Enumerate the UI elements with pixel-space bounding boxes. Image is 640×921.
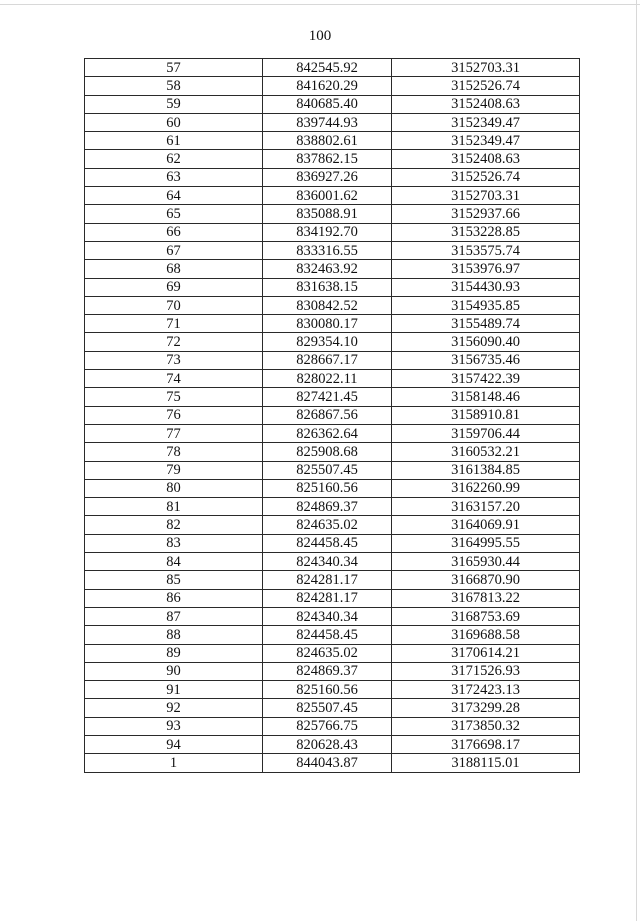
x-coordinate-cell: 824281.17 xyxy=(263,589,392,607)
table-row xyxy=(85,443,580,461)
y-coordinate-cell: 3162260.99 xyxy=(392,479,580,497)
y-coordinate-cell: 3170614.21 xyxy=(392,644,580,662)
table-row xyxy=(85,589,580,607)
table-row xyxy=(85,168,580,186)
y-coordinate-cell: 3153575.74 xyxy=(392,241,580,259)
y-coordinate-cell: 3152349.47 xyxy=(392,113,580,131)
y-coordinate-cell: 3165930.44 xyxy=(392,553,580,571)
point-number-cell: 87 xyxy=(85,607,263,625)
point-number-cell: 88 xyxy=(85,626,263,644)
y-coordinate-cell: 3152408.63 xyxy=(392,150,580,168)
point-number-cell: 84 xyxy=(85,553,263,571)
table-row xyxy=(85,607,580,625)
y-coordinate-cell: 3152703.31 xyxy=(392,187,580,205)
point-number-cell: 80 xyxy=(85,479,263,497)
y-coordinate-cell: 3153976.97 xyxy=(392,260,580,278)
y-coordinate-cell: 3160532.21 xyxy=(392,443,580,461)
table-row xyxy=(85,223,580,241)
point-number-cell: 66 xyxy=(85,223,263,241)
x-coordinate-cell: 825507.45 xyxy=(263,461,392,479)
x-coordinate-cell: 829354.10 xyxy=(263,333,392,351)
point-number-cell: 59 xyxy=(85,95,263,113)
point-number-cell: 94 xyxy=(85,735,263,753)
y-coordinate-cell: 3155489.74 xyxy=(392,315,580,333)
y-coordinate-cell: 3156090.40 xyxy=(392,333,580,351)
table-row xyxy=(85,699,580,717)
y-coordinate-cell: 3154430.93 xyxy=(392,278,580,296)
table-row xyxy=(85,315,580,333)
table-row xyxy=(85,626,580,644)
point-number-cell: 68 xyxy=(85,260,263,278)
y-coordinate-cell: 3188115.01 xyxy=(392,754,580,772)
table-row xyxy=(85,370,580,388)
y-coordinate-cell: 3152526.74 xyxy=(392,168,580,186)
point-number-cell: 73 xyxy=(85,351,263,369)
table-row xyxy=(85,241,580,259)
x-coordinate-cell: 824635.02 xyxy=(263,644,392,662)
table-row xyxy=(85,150,580,168)
y-coordinate-cell: 3152408.63 xyxy=(392,95,580,113)
point-number-cell: 62 xyxy=(85,150,263,168)
y-coordinate-cell: 3176698.17 xyxy=(392,735,580,753)
table-row xyxy=(85,388,580,406)
point-number-cell: 75 xyxy=(85,388,263,406)
point-number-cell: 63 xyxy=(85,168,263,186)
y-coordinate-cell: 3157422.39 xyxy=(392,370,580,388)
x-coordinate-cell: 827421.45 xyxy=(263,388,392,406)
x-coordinate-cell: 830842.52 xyxy=(263,296,392,314)
y-coordinate-cell: 3154935.85 xyxy=(392,296,580,314)
point-number-cell: 57 xyxy=(85,59,263,77)
x-coordinate-cell: 826867.56 xyxy=(263,406,392,424)
x-coordinate-cell: 824458.45 xyxy=(263,626,392,644)
y-coordinate-cell: 3152349.47 xyxy=(392,132,580,150)
y-coordinate-cell: 3153228.85 xyxy=(392,223,580,241)
point-number-cell: 70 xyxy=(85,296,263,314)
table-row xyxy=(85,516,580,534)
table-row xyxy=(85,498,580,516)
point-number-cell: 71 xyxy=(85,315,263,333)
point-number-cell: 67 xyxy=(85,241,263,259)
x-coordinate-cell: 825908.68 xyxy=(263,443,392,461)
point-number-cell: 1 xyxy=(85,754,263,772)
x-coordinate-cell: 824340.34 xyxy=(263,553,392,571)
scan-edge-top xyxy=(0,4,640,5)
point-number-cell: 83 xyxy=(85,534,263,552)
y-coordinate-cell: 3172423.13 xyxy=(392,681,580,699)
point-number-cell: 58 xyxy=(85,77,263,95)
point-number-cell: 65 xyxy=(85,205,263,223)
y-coordinate-cell: 3169688.58 xyxy=(392,626,580,644)
y-coordinate-cell: 3168753.69 xyxy=(392,607,580,625)
x-coordinate-cell: 820628.43 xyxy=(263,735,392,753)
y-coordinate-cell: 3156735.46 xyxy=(392,351,580,369)
x-coordinate-cell: 824635.02 xyxy=(263,516,392,534)
y-coordinate-cell: 3164069.91 xyxy=(392,516,580,534)
x-coordinate-cell: 824458.45 xyxy=(263,534,392,552)
table-row xyxy=(85,59,580,77)
y-coordinate-cell: 3158910.81 xyxy=(392,406,580,424)
table-row xyxy=(85,534,580,552)
table-row xyxy=(85,95,580,113)
x-coordinate-cell: 824340.34 xyxy=(263,607,392,625)
table-row xyxy=(85,296,580,314)
x-coordinate-cell: 830080.17 xyxy=(263,315,392,333)
x-coordinate-cell: 834192.70 xyxy=(263,223,392,241)
y-coordinate-cell: 3152526.74 xyxy=(392,77,580,95)
x-coordinate-cell: 825507.45 xyxy=(263,699,392,717)
table-row xyxy=(85,644,580,662)
table-row xyxy=(85,187,580,205)
table-row xyxy=(85,571,580,589)
table-row xyxy=(85,205,580,223)
x-coordinate-cell: 837862.15 xyxy=(263,150,392,168)
point-number-cell: 74 xyxy=(85,370,263,388)
y-coordinate-cell: 3167813.22 xyxy=(392,589,580,607)
point-number-cell: 64 xyxy=(85,187,263,205)
table-row xyxy=(85,132,580,150)
x-coordinate-cell: 835088.91 xyxy=(263,205,392,223)
point-number-cell: 77 xyxy=(85,424,263,442)
table-row xyxy=(85,479,580,497)
point-number-cell: 85 xyxy=(85,571,263,589)
x-coordinate-cell: 839744.93 xyxy=(263,113,392,131)
table-row xyxy=(85,735,580,753)
y-coordinate-cell: 3163157.20 xyxy=(392,498,580,516)
table-row xyxy=(85,424,580,442)
x-coordinate-cell: 840685.40 xyxy=(263,95,392,113)
table-row xyxy=(85,351,580,369)
table-row xyxy=(85,113,580,131)
y-coordinate-cell: 3173299.28 xyxy=(392,699,580,717)
coordinates-table xyxy=(84,58,580,773)
table-row xyxy=(85,260,580,278)
table-row xyxy=(85,717,580,735)
point-number-cell: 93 xyxy=(85,717,263,735)
y-coordinate-cell: 3152937.66 xyxy=(392,205,580,223)
x-coordinate-cell: 824869.37 xyxy=(263,498,392,516)
point-number-cell: 91 xyxy=(85,681,263,699)
x-coordinate-cell: 825766.75 xyxy=(263,717,392,735)
table-row xyxy=(85,553,580,571)
x-coordinate-cell: 828022.11 xyxy=(263,370,392,388)
point-number-cell: 61 xyxy=(85,132,263,150)
x-coordinate-cell: 844043.87 xyxy=(263,754,392,772)
x-coordinate-cell: 841620.29 xyxy=(263,77,392,95)
page-number: 100 xyxy=(308,28,332,44)
point-number-cell: 76 xyxy=(85,406,263,424)
y-coordinate-cell: 3171526.93 xyxy=(392,662,580,680)
point-number-cell: 79 xyxy=(85,461,263,479)
y-coordinate-cell: 3161384.85 xyxy=(392,461,580,479)
point-number-cell: 89 xyxy=(85,644,263,662)
y-coordinate-cell: 3166870.90 xyxy=(392,571,580,589)
table-row xyxy=(85,461,580,479)
point-number-cell: 90 xyxy=(85,662,263,680)
point-number-cell: 69 xyxy=(85,278,263,296)
point-number-cell: 72 xyxy=(85,333,263,351)
point-number-cell: 86 xyxy=(85,589,263,607)
point-number-cell: 81 xyxy=(85,498,263,516)
y-coordinate-cell: 3173850.32 xyxy=(392,717,580,735)
table-row xyxy=(85,754,580,772)
x-coordinate-cell: 825160.56 xyxy=(263,681,392,699)
point-number-cell: 78 xyxy=(85,443,263,461)
x-coordinate-cell: 831638.15 xyxy=(263,278,392,296)
table-row xyxy=(85,681,580,699)
y-coordinate-cell: 3158148.46 xyxy=(392,388,580,406)
x-coordinate-cell: 824869.37 xyxy=(263,662,392,680)
x-coordinate-cell: 836001.62 xyxy=(263,187,392,205)
x-coordinate-cell: 824281.17 xyxy=(263,571,392,589)
table-row xyxy=(85,333,580,351)
scan-edge-right xyxy=(636,0,637,921)
x-coordinate-cell: 828667.17 xyxy=(263,351,392,369)
coordinates-table-body xyxy=(85,59,580,773)
table-row xyxy=(85,278,580,296)
table-row xyxy=(85,406,580,424)
point-number-cell: 60 xyxy=(85,113,263,131)
point-number-cell: 82 xyxy=(85,516,263,534)
x-coordinate-cell: 842545.92 xyxy=(263,59,392,77)
x-coordinate-cell: 832463.92 xyxy=(263,260,392,278)
x-coordinate-cell: 825160.56 xyxy=(263,479,392,497)
x-coordinate-cell: 838802.61 xyxy=(263,132,392,150)
x-coordinate-cell: 833316.55 xyxy=(263,241,392,259)
y-coordinate-cell: 3164995.55 xyxy=(392,534,580,552)
point-number-cell: 92 xyxy=(85,699,263,717)
y-coordinate-cell: 3159706.44 xyxy=(392,424,580,442)
y-coordinate-cell: 3152703.31 xyxy=(392,59,580,77)
x-coordinate-cell: 836927.26 xyxy=(263,168,392,186)
table-row xyxy=(85,662,580,680)
table-row xyxy=(85,77,580,95)
x-coordinate-cell: 826362.64 xyxy=(263,424,392,442)
